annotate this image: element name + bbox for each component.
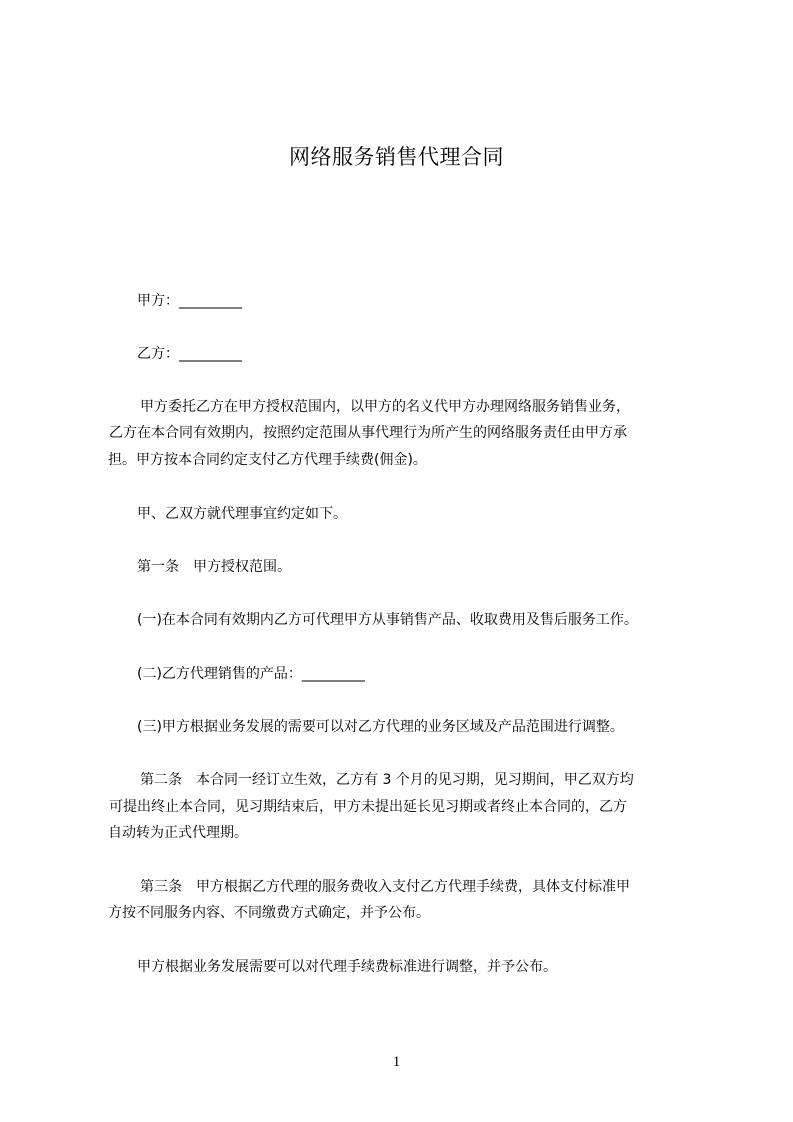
- page-number: 1: [392, 1054, 401, 1070]
- intro-paragraph-line-3: 担。甲方按本合同约定支付乙方代理手续费(佣金)。: [108, 452, 427, 468]
- article-1-item-3: (三)甲方根据业务发展的需要可以对乙方代理的业务区域及产品范围进行调整。: [137, 719, 624, 735]
- agreement-intro-line: 甲、乙双方就代理事宜约定如下。: [137, 506, 347, 522]
- article-2-line-2: 可提出终止本合同，见习期结束后，甲方未提出延长见习期或者终止本合同的，乙方: [109, 799, 627, 815]
- intro-paragraph-line-1: 甲方委托乙方在甲方授权范围内，以甲方的名义代甲方办理网络服务销售业务，: [140, 399, 630, 415]
- article-3-line-2: 方按不同服务内容、不同缴费方式确定，并予公布。: [108, 905, 430, 921]
- article-2-line-3: 自动转为正式代理期。: [108, 825, 248, 841]
- party-b-line: 乙方：_________: [137, 346, 242, 362]
- article-1-heading: 第一条 甲方授权范围。: [137, 559, 291, 575]
- fee-adjustment-paragraph: 甲方根据业务发展需要可以对代理手续费标准进行调整，并予公布。: [137, 959, 557, 975]
- party-a-line: 甲方：_________: [137, 293, 242, 309]
- intro-paragraph-line-2: 乙方在本合同有效期内，按照约定范围从事代理行为所产生的网络服务责任由甲方承: [109, 425, 627, 441]
- article-1-item-1: (一)在本合同有效期内乙方可代理甲方从事销售产品、收取费用及售后服务工作。: [137, 612, 638, 628]
- article-3-line-1: 第三条 甲方根据乙方代理的服务费收入支付乙方代理手续费，具体支付标准甲: [140, 879, 630, 895]
- article-1-item-2: (二)乙方代理销售的产品：_________: [137, 666, 365, 682]
- document-title: 网络服务销售代理合同: [289, 145, 504, 169]
- article-2-line-1: 第二条 本合同一经订立生效，乙方有 3 个月的见习期，见习期间，甲乙双方均: [140, 772, 634, 788]
